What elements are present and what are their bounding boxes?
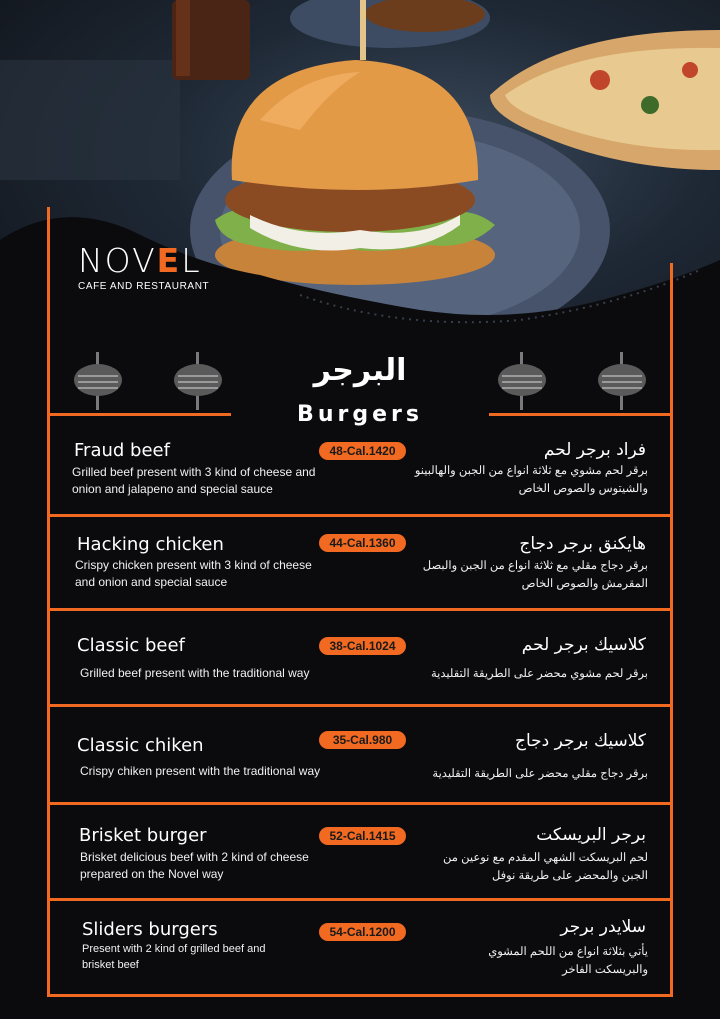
item-description-ar: برقر لحم مشوي محضر على الطريقة التقليدية — [431, 668, 648, 680]
item-description-en: Grilled beef present with the traditional way — [80, 666, 310, 680]
section-title-arabic: البرجر — [313, 353, 407, 388]
item-price-badge: 35-Cal.980 — [319, 731, 406, 749]
item-description-en: Grilled beef present with 3 kind of cheese and onion and jalapeno and special sauce — [72, 465, 316, 496]
item-name-ar: برجر البريسكت — [536, 825, 646, 845]
item-name-ar: كلاسيك برجر دجاج — [515, 731, 646, 751]
item-name-en: Sliders burgers — [82, 919, 218, 940]
frame-bottom-line — [47, 994, 673, 997]
brand-logo — [78, 243, 209, 292]
item-price-badge: 48-Cal.1420 — [319, 442, 406, 460]
item-description-ar: لحم البريسكت الشهي المقدم مع نوعين من الجبن والمحضر على طريقة نوفل — [443, 852, 648, 882]
brand-name: NOVEL — [78, 241, 202, 280]
item-description-ar: يأتي بثلاثة انواع من اللحم المشوي والبريسكت الفاخر — [488, 946, 648, 976]
item-name-en: Classic chiken — [77, 735, 204, 756]
item-description-en: Crispy chicken present with 3 kind of cheese and onion and special sauce — [75, 558, 312, 589]
item-name-ar: كلاسيك برجر لحم — [521, 635, 646, 655]
item-name-ar: سلايدر برجر — [560, 917, 646, 937]
item-description-ar: برقر دجاج مقلي محضر على الطريقة التقليدية — [432, 768, 648, 780]
item-name-ar: فراد برجر لحم — [543, 440, 646, 460]
item-description-en: Brisket delicious beef with 2 kind of cheese prepared on the Novel way — [80, 850, 309, 881]
menu-item — [47, 611, 673, 704]
item-name-en: Hacking chicken — [77, 534, 224, 555]
item-price-badge: 38-Cal.1024 — [319, 637, 406, 655]
item-description-en: Present with 2 kind of grilled beef and brisket beef — [82, 943, 266, 971]
menu-item — [47, 901, 673, 994]
menu-item — [47, 707, 673, 802]
item-name-en: Classic beef — [77, 635, 185, 656]
item-description-en: Crispy chiken present with the traditional way — [80, 764, 321, 778]
item-description-ar: برقر لحم مشوي مع ثلاثة انواع من الجبن والهالبينو والشيتوس والصوص الخاص — [414, 465, 648, 495]
item-name-ar: هايكنق برجر دجاج — [519, 534, 646, 554]
brand-tagline: CAFE AND RESTAURANT — [78, 281, 210, 292]
menu-item — [47, 805, 673, 898]
item-name-en: Fraud beef — [74, 440, 170, 461]
item-price-badge: 44-Cal.1360 — [319, 534, 406, 552]
item-price-badge: 54-Cal.1200 — [319, 923, 406, 941]
item-description-ar: برقر دجاج مقلي مع ثلاثة انواع من الجبن والبصل المقرمش والصوص الخاص — [422, 560, 648, 590]
menu-item — [47, 517, 673, 608]
item-price-badge: 52-Cal.1415 — [319, 827, 406, 845]
menu-item — [47, 416, 673, 514]
section-title-english: Burgers — [297, 402, 423, 427]
item-name-en: Brisket burger — [79, 825, 207, 846]
